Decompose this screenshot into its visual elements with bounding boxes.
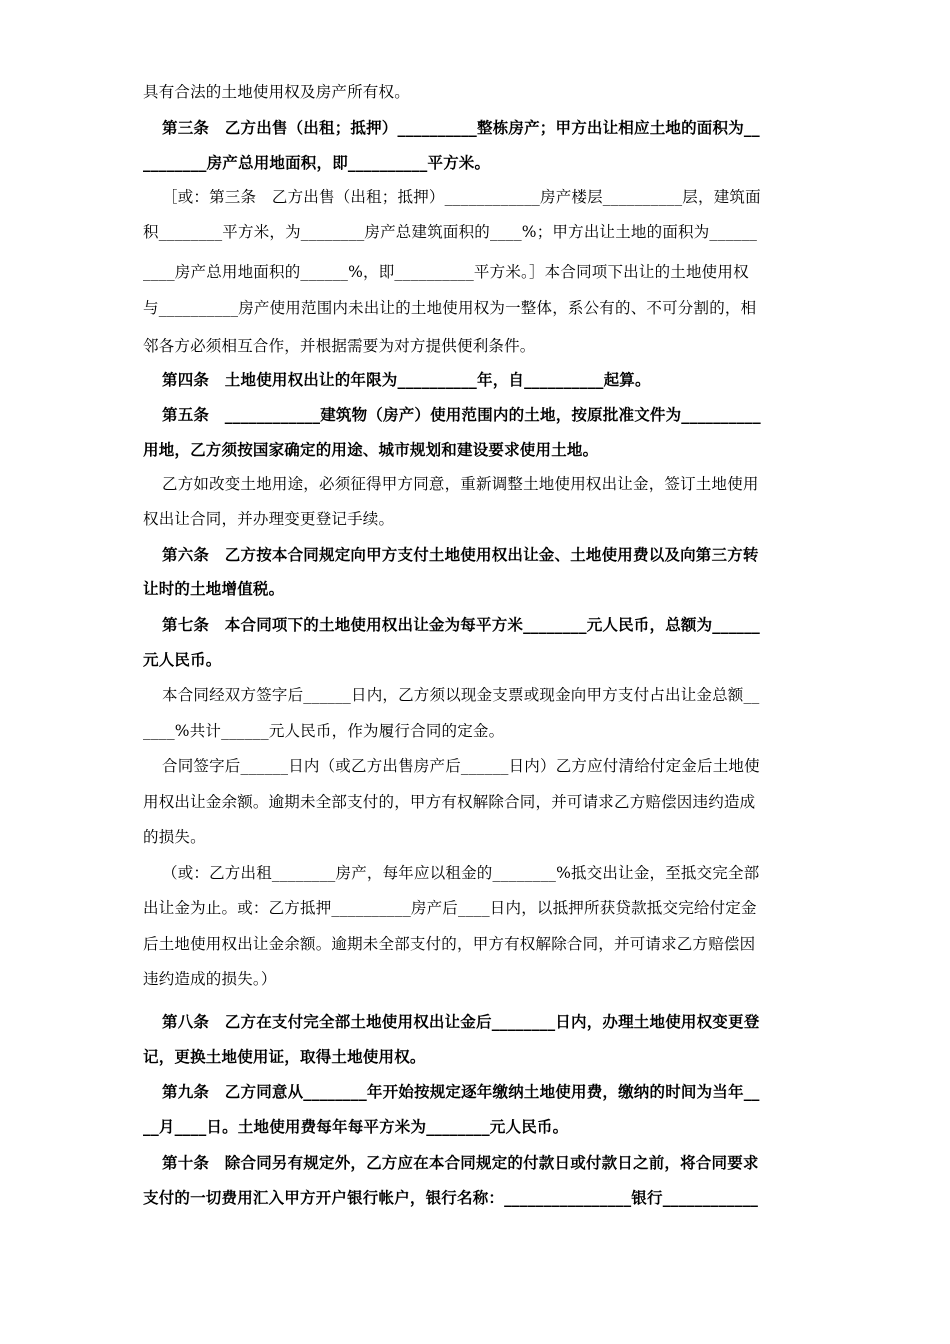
text-line: 元人民币。 (143, 650, 222, 669)
text-line: ____%共计______元人民币，作为履行合同的定金。 (143, 722, 505, 740)
text-line: 违约造成的损失。） (143, 970, 277, 988)
text-line: 用权出让金余额。逾期未全部支付的，甲方有权解除合同，并可请求乙方赔偿因违约造成 (143, 793, 756, 811)
text-line: 与__________房产使用范围内未出让的土地使用权为一整体，系公有的、不可分割的，相 (143, 299, 757, 317)
article-3-heading: 第三条 乙方出售（出租；抵押）__________整栋房产；甲方出让相应土地的面积为__ (162, 118, 760, 137)
article-10-heading: 第十条 除合同另有规定外，乙方应在本合同规定的付款日或付款日之前，将合同要求 (162, 1153, 759, 1172)
article-6-heading: 第六条 乙方按本合同规定向甲方支付土地使用权出让金、土地使用费以及向第三方转 (162, 545, 759, 564)
text-line: 邻各方必须相互合作，并根据需要为对方提供便利条件。 (143, 337, 536, 355)
text-line: 支付的一切费用汇入甲方开户银行帐户，银行名称：________________银行____________ (143, 1188, 759, 1207)
text-line: ____房产总用地面积的______%，即__________平方米。］本合同项下出让的土地使用权 (143, 263, 749, 281)
text-line: ________房产总用地面积，即__________平方米。 (143, 153, 491, 172)
article-7-heading: 第七条 本合同项下的土地使用权出让金为每平方米________元人民币，总额为______ (162, 615, 761, 634)
text-line: 乙方如改变土地用途，必须征得甲方同意，重新调整土地使用权出让金，签订土地使用 (162, 475, 759, 493)
article-4-heading: 第四条 土地使用权出让的年限为__________年，自__________起算。 (162, 370, 651, 389)
text-line: 让时的土地增值税。 (143, 579, 285, 598)
article-8-heading: 第八条 乙方在支付完全部土地使用权出让金后________日内，办理土地使用权变更登 (162, 1012, 760, 1031)
text-line: 用地，乙方须按国家确定的用途、城市规划和建设要求使用土地。 (143, 440, 599, 459)
text-line: ［或：第三条 乙方出售（出租；抵押）____________房产楼层__________层，建筑面 (162, 188, 761, 206)
text-line: 权出让合同，并办理变更登记手续。 (143, 510, 395, 528)
text-line: 具有合法的土地使用权及房产所有权。 (143, 83, 410, 101)
text-line: 合同签字后______日内（或乙方出售房产后______日内）乙方应付清给付定金后土地使 (162, 757, 760, 775)
text-line: 积________平方米，为________房产总建筑面积的____%；甲方出让土地的面积为______ (143, 223, 758, 241)
article-9-heading: 第九条 乙方同意从________年开始按规定逐年缴纳土地使用费，缴纳的时间为当年__ (162, 1082, 760, 1101)
text-line: 的损失。 (143, 828, 206, 846)
article-5-heading: 第五条 ____________建筑物（房产）使用范围内的土地，按原批准文件为__________ (162, 405, 761, 424)
text-line: 本合同经双方签字后______日内，乙方须以现金支票或现金向甲方支付占出让金总额__ (162, 686, 760, 704)
text-line: （或：乙方出租________房产，每年应以租金的________%抵交出让金，至抵交完全部 (162, 864, 760, 882)
text-line: 出让金为止。或：乙方抵押__________房产后____日内，以抵押所获贷款抵交完给付定金 (143, 899, 757, 917)
text-line: 记，更换土地使用证，取得土地使用权。 (143, 1047, 426, 1066)
text-line: __月____日。土地使用费每年每平方米为________元人民币。 (143, 1117, 569, 1136)
text-line: 后土地使用权出让金余额。逾期未全部支付的，甲方有权解除合同，并可请求乙方赔偿因 (143, 935, 756, 953)
